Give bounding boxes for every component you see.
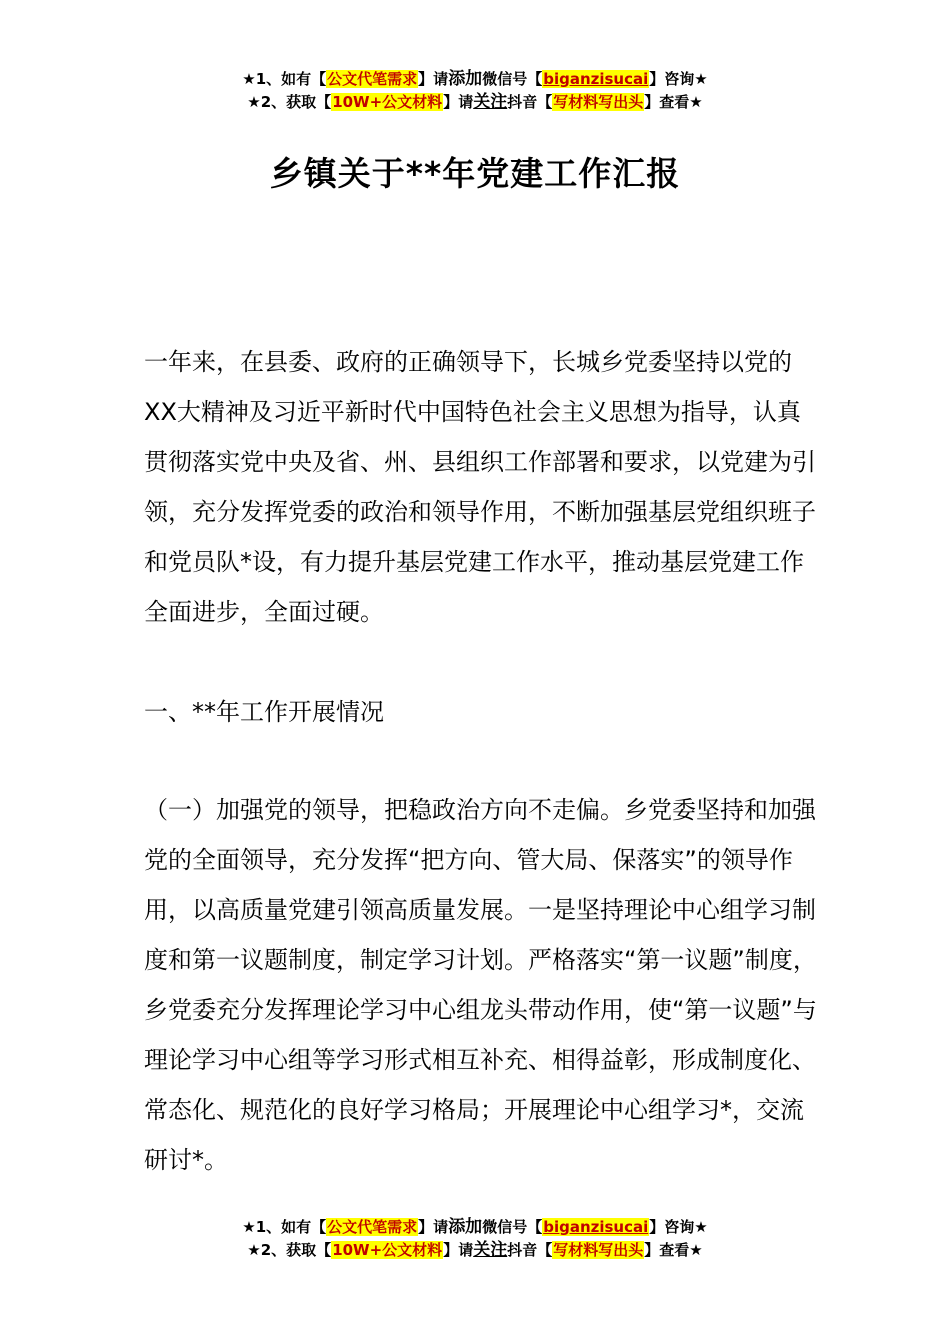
banner-text: 抖音【 — [507, 93, 553, 111]
banner-emphasis: 添加 — [448, 69, 483, 89]
banner-highlight: 写材料写出头 — [553, 93, 644, 111]
banner-line-2 — [0, 91, 950, 114]
banner-highlight: 公文代笔需求 — [327, 70, 418, 88]
banner-text: 】咨询★ — [649, 70, 708, 88]
banner-text: ★1、如有【 — [242, 70, 327, 88]
banner-text: ★1、如有【 — [242, 1218, 327, 1236]
banner-highlight: 10W+公文材料 — [332, 93, 443, 111]
banner-line-2 — [0, 1239, 950, 1262]
banner-highlight: 10W+公文材料 — [332, 1241, 443, 1259]
banner-line-1 — [0, 68, 950, 91]
banner-emphasis: 关注 — [473, 1240, 508, 1260]
banner-text: 】请 — [443, 93, 474, 111]
header-banner — [0, 68, 950, 114]
banner-emphasis: 添加 — [448, 1217, 483, 1237]
banner-text: 】请 — [418, 1218, 449, 1236]
document-title: 乡镇关于**年党建工作汇报 — [269, 154, 681, 193]
banner-wechat-id: biganzisucai — [543, 70, 649, 88]
banner-text: 】请 — [418, 70, 449, 88]
banner-text: 抖音【 — [507, 1241, 553, 1259]
banner-text: ★2、获取【 — [247, 1241, 332, 1259]
footer-banner — [0, 1216, 950, 1262]
banner-text: 微信号【 — [482, 1218, 543, 1236]
banner-text: 微信号【 — [482, 70, 543, 88]
banner-highlight: 公文代笔需求 — [327, 1218, 418, 1236]
intro-paragraph: 一年来，在县委、政府的正确领导下，长城乡党委坚持以党的XX大精神及习近平新时代中国特色社会主义思想为指导，认真贯彻落实党中央及省、州、县组织工作部署和要求，以党建为引领，充分发挥党委的政治和领导作用，不断加强基层党组织班子和党员队*设，有力提升基层党建工作水平，推动基层党建工作全面进步，全面过硬。 — [144, 348, 816, 626]
banner-text: 】查看★ — [644, 93, 703, 111]
banner-wechat-id: biganzisucai — [543, 1218, 649, 1236]
body-paragraph: （一）加强党的领导，把稳政治方向不走偏。乡党委坚持和加强党的全面领导，充分发挥“把方向、管大局、保落实”的领导作用，以高质量党建引领高质量发展。一是坚持理论中心组学习制度和第一议题制度，制定学习计划。严格落实“第一议题”制度，乡党委充分发挥理论学习中心组龙头带动作用，使“第一议题”与理论学习中心组等学习形式相互补充、相得益彰，形成制度化、常态化、规范化的良好学习格局；开展理论中心组学习*，交流研讨*。 — [144, 796, 817, 1174]
banner-line-1 — [0, 1216, 950, 1239]
section-heading: 一、**年工作开展情况 — [144, 698, 384, 726]
banner-highlight: 写材料写出头 — [553, 1241, 644, 1259]
banner-text: 】查看★ — [644, 1241, 703, 1259]
banner-emphasis: 关注 — [473, 92, 508, 112]
banner-text: ★2、获取【 — [247, 93, 332, 111]
banner-text: 】咨询★ — [649, 1218, 708, 1236]
banner-text: 】请 — [443, 1241, 474, 1259]
